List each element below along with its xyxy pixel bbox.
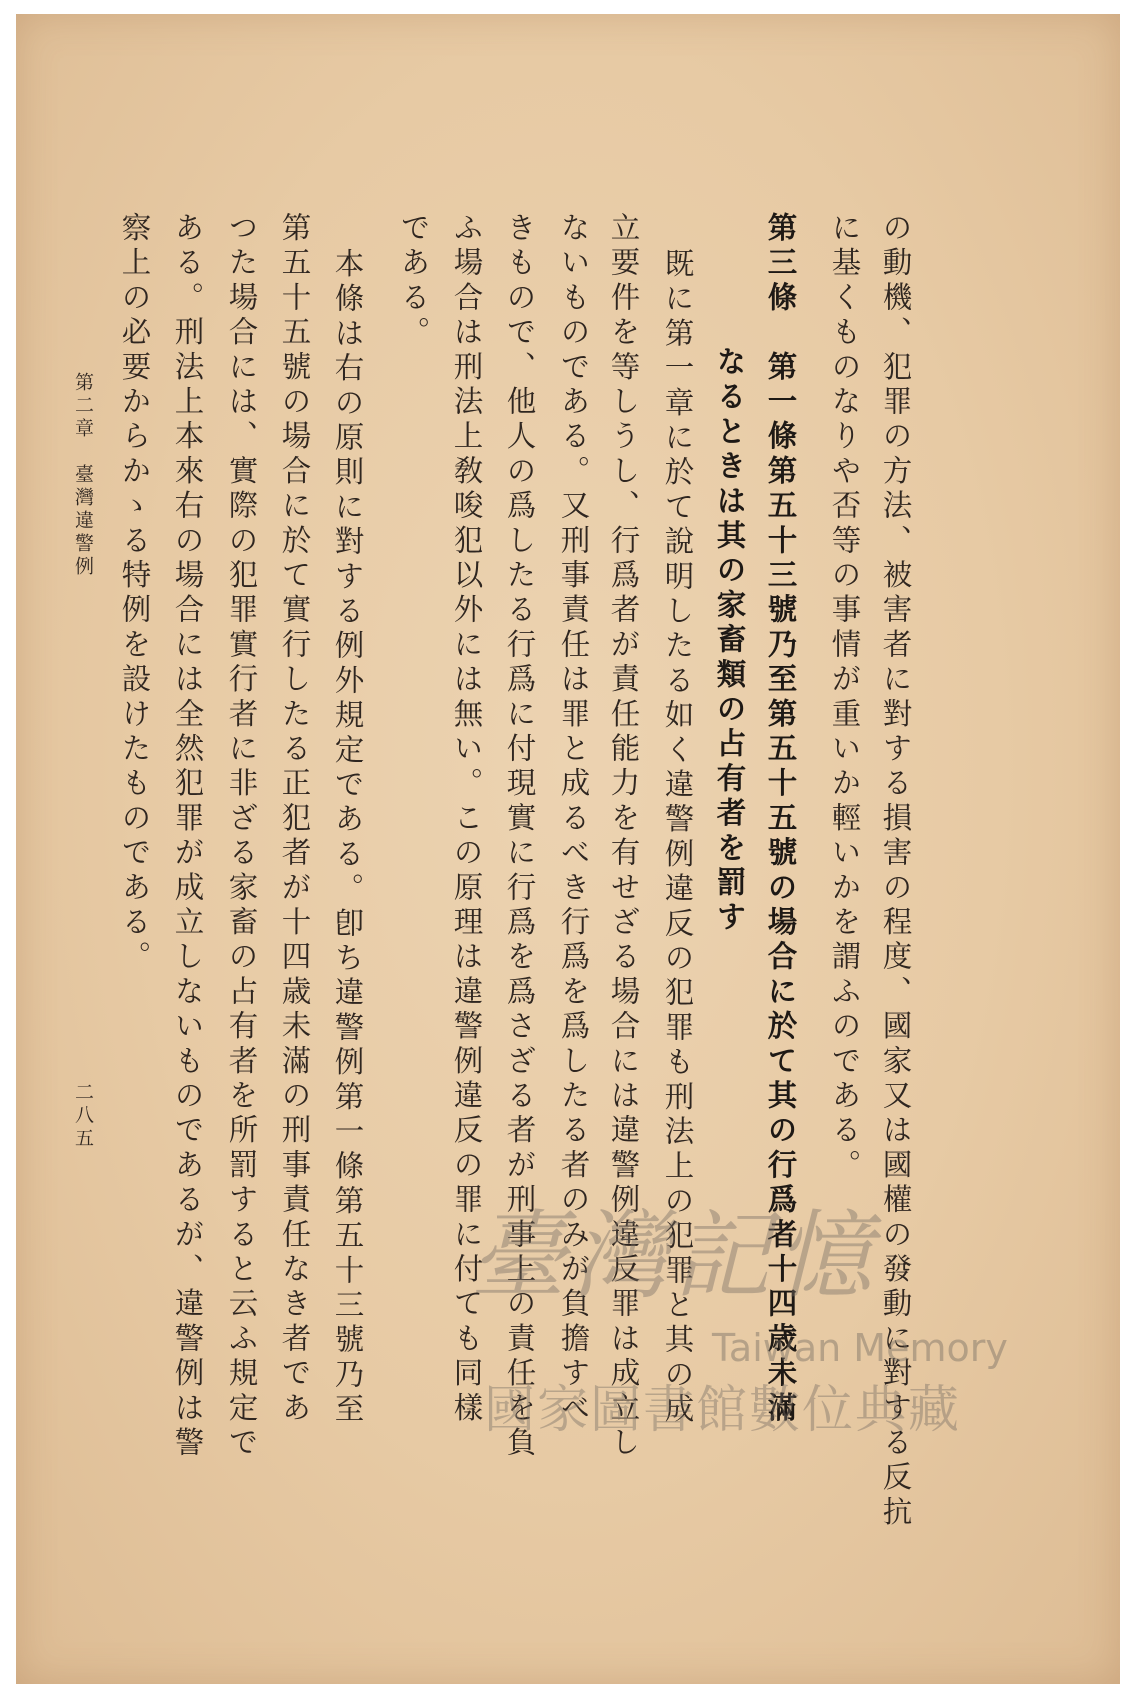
page-number: 二八五	[72, 1082, 94, 1151]
text-line: 立要件を等しうし、行爲者が責任能力を有せざる場合には違警例違反罪は成立し	[606, 212, 641, 1462]
article-heading-continued: なるときは其の家畜類の占有者を罰す	[712, 346, 748, 936]
text-line: きもので、他人の爲したる行爲に付現實に行爲を爲さざる者が刑事上の責任を負	[502, 212, 537, 1462]
text-line: に基くものなりや否等の事情が重いか輕いかを謂ふのである。	[827, 212, 862, 1184]
article-heading: 第三條 第一條第五十三號乃至第五十五號の場合に於て其の行爲者十四歳未滿	[763, 212, 799, 1427]
text-line: の動機、犯罪の方法、被害者に對する損害の程度、國家又は國權の發動に對する反抗	[878, 212, 913, 1531]
text-line: ふ場合は刑法上敎唆犯以外には無い。この原理は違警例違反の罪に付ても同樣	[449, 212, 484, 1427]
text-line: である。	[396, 212, 431, 351]
running-header-chapter: 第二章 臺灣違警例	[72, 372, 94, 579]
text-line: 本條は右の原則に對する例外規定である。卽ち違警例第一條第五十三號乃至	[330, 248, 365, 1428]
text-line: 第五十五號の場合に於て實行したる正犯者が十四歳未滿の刑事責任なき者であ	[277, 212, 312, 1427]
text-line: 既に第一章に於て說明したる如く違警例違反の犯罪も刑法上の犯罪と其の成	[660, 248, 695, 1428]
watermark-subtitle: Taiwan Memory	[712, 1326, 1008, 1370]
text-line: ある。刑法上本來右の場合には全然犯罪が成立しないものであるが、違警例は警	[170, 212, 205, 1462]
text-line: 察上の必要からかゝる特例を設けたものである。	[117, 212, 152, 976]
text-line: つた場合には、實際の犯罪實行者に非ざる家畜の占有者を所罰すると云ふ規定で	[224, 212, 259, 1462]
text-line: ないものである。又刑事責任は罪と成るべき行爲を爲したる者のみが負擔すべ	[556, 212, 591, 1427]
watermark-institution: 國家圖書館數位典藏	[484, 1381, 962, 1440]
watermark-title: 臺灣記憶	[470, 1200, 878, 1312]
